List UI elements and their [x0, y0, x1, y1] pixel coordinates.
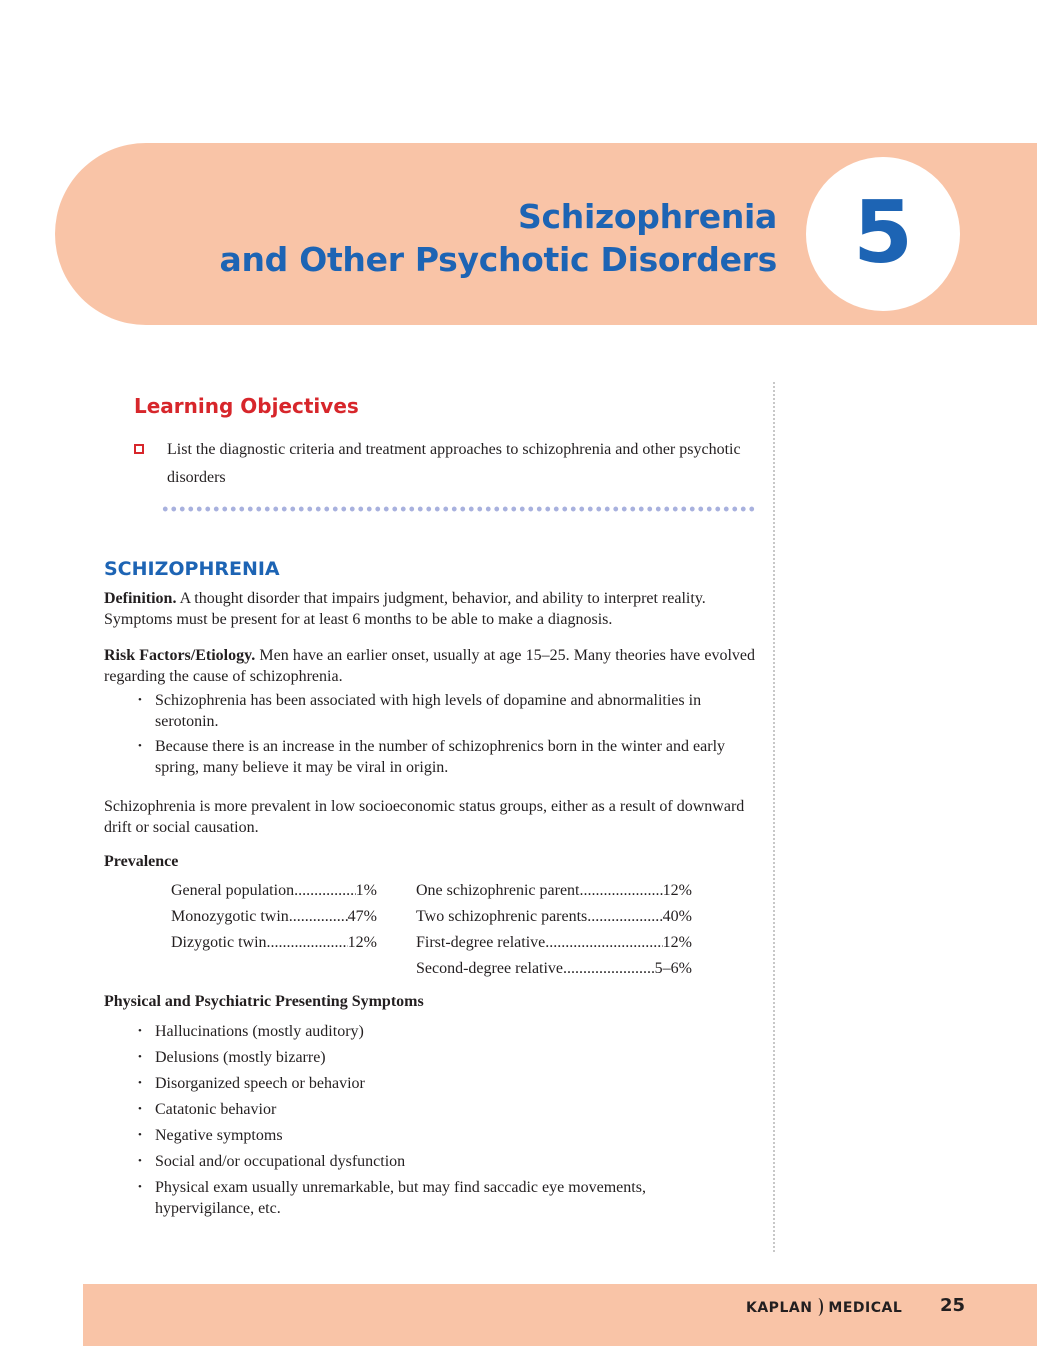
margin-divider — [773, 382, 775, 1252]
definition-label: Definition. — [104, 590, 177, 607]
prevalence-value: 12% — [347, 934, 377, 951]
risk-factors-list — [104, 690, 755, 778]
list-item: • Because there is an increase in the number of schizophrenics born in the winter and early spring, many believe it may be viral in origin. — [104, 736, 755, 778]
symptoms-list — [104, 1021, 755, 1219]
chapter-title — [220, 195, 777, 281]
page-number: 25 — [940, 1295, 966, 1316]
chapter-number: 5 — [853, 183, 913, 283]
prevalence-value: 40% — [662, 908, 692, 925]
prevalence-row — [171, 878, 377, 904]
section-heading: SCHIZOPHRENIA — [104, 558, 280, 580]
prevalence-label: Second-degree relative ..... — [416, 956, 655, 982]
list-item: • Schizophrenia has been associated with high levels of dopamine and abnormalities in serotonin. — [104, 690, 755, 732]
chapter-number-badge — [806, 157, 960, 311]
prevalence-value: 12% — [662, 882, 692, 899]
prevalence-label: Monozygotic twin ..... — [171, 904, 348, 930]
definition-text: A thought disorder that impairs judgment, behavior, and ability to interpret reality. Symptoms must be present for at least 6 months to be able to make a diagnosis. — [104, 590, 706, 628]
checkbox-bullet-icon — [134, 444, 144, 454]
prevalence-label: First-degree relative ..... — [416, 930, 663, 956]
chapter-title-line2: and Other Psychotic Disorders — [219, 240, 777, 279]
prevalence-value: 12% — [662, 934, 692, 951]
kaplan-medical-logo — [746, 1298, 902, 1316]
learning-objective-item: List the diagnostic criteria and treatment approaches to schizophrenia and other psychotic disorders — [167, 441, 741, 486]
list-item: • Disorganized speech or behavior — [104, 1073, 755, 1094]
prevalence-value: 47% — [347, 908, 377, 925]
dotted-divider — [161, 505, 756, 513]
prevalence-row — [416, 930, 692, 956]
definition-paragraph — [104, 588, 755, 630]
logo-arc-icon — [813, 1298, 823, 1316]
prevalence-value: 1% — [355, 882, 377, 899]
prevalence-table-right — [416, 878, 692, 982]
risk-factors-paragraph — [104, 645, 755, 687]
learning-objectives-heading: Learning Objectives — [134, 394, 359, 418]
list-item: • Social and/or occupational dysfunction — [104, 1151, 755, 1172]
brand-kaplan: KAPLAN — [746, 1300, 813, 1316]
prevalence-row — [171, 904, 377, 930]
symptoms-heading: Physical and Psychiatric Presenting Symptoms — [104, 993, 424, 1010]
page-footer — [83, 1284, 1037, 1346]
list-item: • Delusions (mostly bizarre) — [104, 1047, 755, 1068]
list-item: • Physical exam usually unremarkable, but may find saccadic eye movements, hypervigilance, etc. — [104, 1177, 755, 1219]
prevalence-row — [416, 878, 692, 904]
list-item: • Catatonic behavior — [104, 1099, 755, 1120]
prevalence-row — [416, 956, 692, 982]
chapter-title-line1: Schizophrenia — [518, 197, 777, 236]
prevalence-row — [416, 904, 692, 930]
prevalence-heading: Prevalence — [104, 853, 179, 870]
prevalence-value: 5–6% — [654, 960, 692, 977]
prevalence-label: Two schizophrenic parents ..... — [416, 904, 663, 930]
list-item: • Negative symptoms — [104, 1125, 755, 1146]
risk-factors-text: Men have an earlier onset, usually at age 15–25. Many theories have evolved regarding the cause of schizophrenia. — [104, 647, 756, 685]
list-item: • Hallucinations (mostly auditory) — [104, 1021, 755, 1042]
brand-medical: MEDICAL — [828, 1300, 903, 1316]
prevalence-label: One schizophrenic parent ..... — [416, 878, 663, 904]
prevalence-table-left — [171, 878, 377, 956]
prevalence-label: Dizygotic twin ..... — [171, 930, 348, 956]
prevalence-paragraph: Schizophrenia is more prevalent in low socioeconomic status groups, either as a result of downward drift or social causation. — [104, 798, 745, 836]
prevalence-label: General population ..... — [171, 878, 356, 904]
risk-factors-label: Risk Factors/Etiology. — [104, 647, 256, 664]
prevalence-row — [171, 930, 377, 956]
